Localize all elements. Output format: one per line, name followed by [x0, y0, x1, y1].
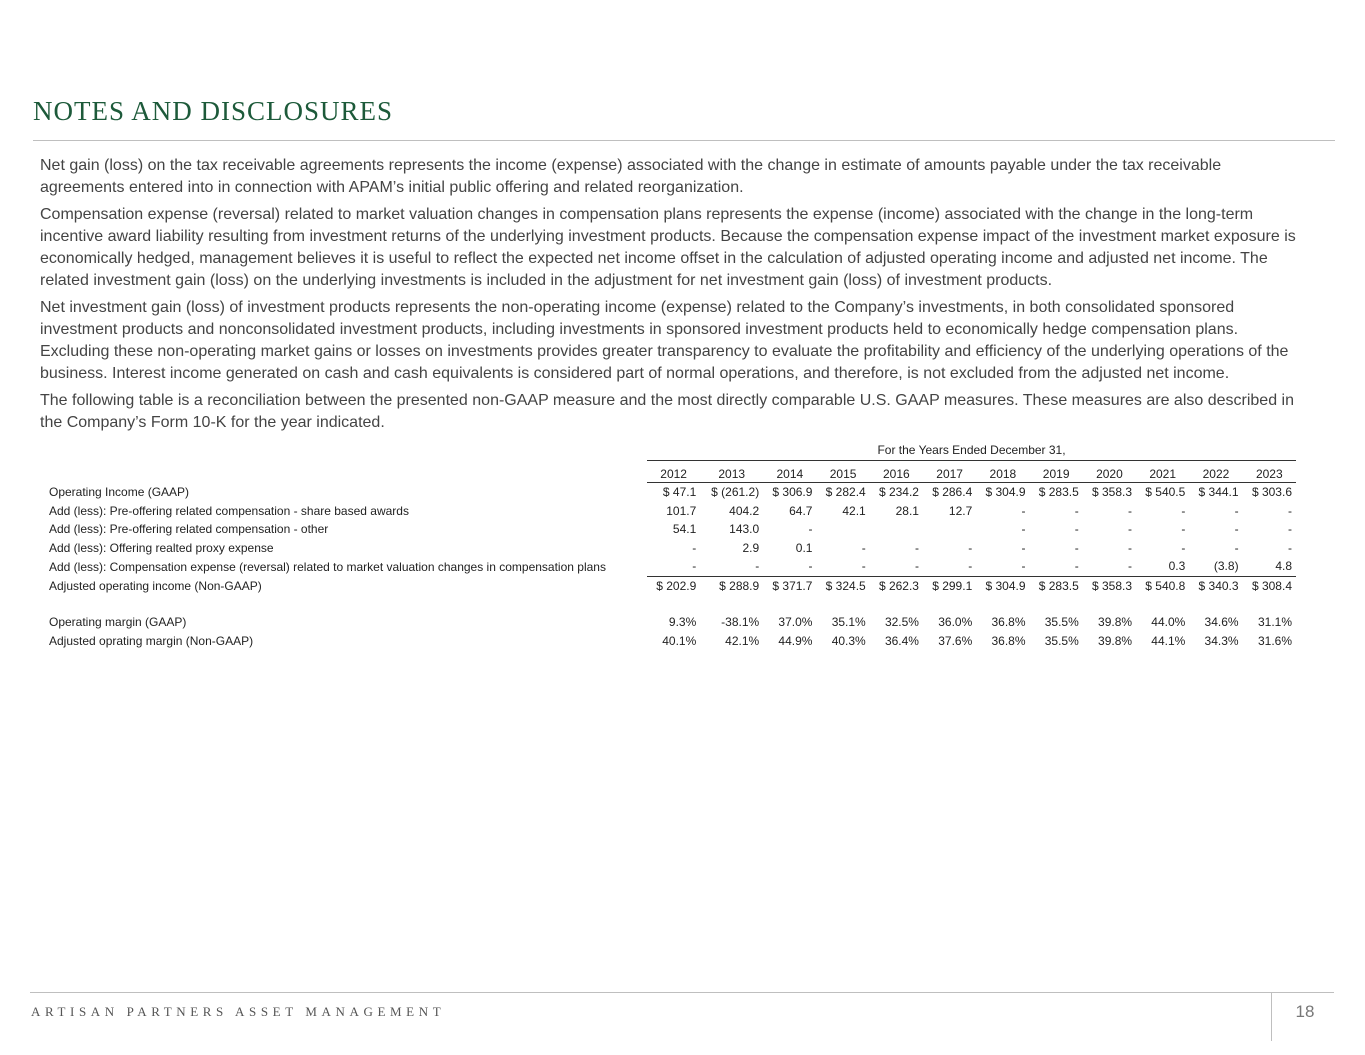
table-cell: - [1234, 540, 1239, 555]
year-header: 2012 [647, 461, 700, 483]
table-cell: - [1181, 522, 1186, 537]
table-cell: - [808, 522, 813, 537]
paragraph-reconciliation-intro: The following table is a reconciliation between the presented non-GAAP measure and the most directly comparable U.S. GAAP measures. These measures are also described in the Company’s Form 10-K for the year indicated. [40, 392, 1294, 431]
table-row-share-based-awards [44, 502, 1296, 521]
table-cell: $ 47.1 [662, 485, 697, 500]
table-cell: 42.1% [725, 633, 760, 648]
table-cell: - [1181, 503, 1186, 518]
year-header: 2019 [1030, 461, 1083, 483]
year-header: 2021 [1136, 461, 1189, 483]
year-header: 2016 [870, 461, 923, 483]
table-cell: $ (261.2) [711, 485, 760, 500]
year-header: 2023 [1243, 461, 1296, 483]
table-cell: - [1181, 540, 1186, 555]
year-header: 2020 [1083, 461, 1136, 483]
table-cell: 44.9% [778, 633, 813, 648]
table-cell: 31.6% [1257, 633, 1292, 648]
table-cell: $ 306.9 [772, 485, 813, 500]
reconciliation-table [44, 440, 1296, 650]
table-cell: - [1128, 522, 1133, 537]
table-cell: - [1288, 540, 1292, 555]
table-row-adjusted-operating-margin [44, 632, 1296, 651]
table-cell: $ 283.5 [1030, 576, 1083, 595]
table-cell: $ 288.9 [700, 576, 763, 595]
table-cell: - [1074, 522, 1079, 537]
year-header: 2015 [816, 461, 869, 483]
table-cell: - [914, 540, 919, 555]
table-cell: $ 282.4 [825, 485, 866, 500]
table-cell: 34.6% [1204, 615, 1239, 630]
table-cell: - [968, 559, 973, 574]
table-cell: 28.1 [895, 503, 919, 518]
table-row-operating-margin [44, 613, 1296, 632]
table-cell: 9.3% [668, 615, 697, 630]
year-header: 2018 [976, 461, 1029, 483]
row-label: Add (less): Pre-offering related compensation - other [49, 522, 329, 537]
table-cell: 40.1% [662, 633, 697, 648]
row-label: Adjusted oprating margin (Non-GAAP) [49, 633, 254, 648]
table-cell: $ 340.3 [1189, 576, 1242, 595]
page-number: 18 [1295, 1002, 1315, 1021]
table-cell: 2.9 [742, 540, 760, 555]
paragraph-net-investment-gain: Net investment gain (loss) of investment products represents the non-operating income (expense) related to the Company’s investments, in both consolidated sponsored investment products and nonconsolidated investment products, including investments in sponsored investment products held to economically hedge compensation plans. Excluding these non-operating market gains or losses on investments provides greater transparency to evaluate the profitability and efficiency of the underlying operations of the business. Interest income generated on cash and cash equivalents is considered part of normal operations, and therefore, is not excluded from the adjusted net income. [40, 299, 1289, 382]
row-label: Add (less): Offering realted proxy expense [49, 540, 274, 555]
table-cell: $ 308.4 [1243, 576, 1296, 595]
table-cell: - [861, 559, 866, 574]
table-cell: - [1021, 559, 1026, 574]
table-cell: 0.1 [795, 540, 813, 555]
table-cell: - [1074, 559, 1079, 574]
table-cell: 31.1% [1257, 615, 1292, 630]
table-cell: - [1128, 540, 1133, 555]
row-label: Operating margin (GAAP) [49, 615, 187, 630]
table-cell: - [692, 559, 697, 574]
table-cell: $ 234.2 [878, 485, 919, 500]
disclosure-text [40, 155, 1310, 439]
table-cell: $ 299.1 [923, 576, 976, 595]
table-cell: $ 358.3 [1083, 576, 1136, 595]
table-cell: $ 540.8 [1136, 576, 1189, 595]
table-cell: $ 286.4 [932, 485, 973, 500]
table-cell: $ 358.3 [1092, 485, 1133, 500]
page-title: NOTES AND DISCLOSURES [33, 96, 394, 126]
table-cell: (3.8) [1213, 559, 1239, 574]
table-cell: - [1021, 522, 1026, 537]
table-cell: 39.8% [1098, 615, 1133, 630]
table-cell: $ 303.6 [1251, 485, 1292, 500]
table-cell: 44.1% [1151, 633, 1186, 648]
year-header: 2013 [700, 461, 763, 483]
year-header-spacer [44, 461, 647, 483]
table-cell: 64.7 [789, 503, 813, 518]
table-cell: $ 202.9 [647, 576, 700, 595]
table-cell: - [808, 559, 813, 574]
table-cell: 32.5% [884, 615, 919, 630]
table-row-compensation-other [44, 520, 1296, 539]
table-cell: 36.0% [938, 615, 973, 630]
table-cell: - [1021, 503, 1026, 518]
table-cell [870, 520, 923, 539]
row-label: Operating Income (GAAP) [49, 485, 190, 499]
table-cell: 36.8% [991, 615, 1026, 630]
table-cell: 404.2 [729, 503, 760, 518]
table-cell: 4.8 [1275, 559, 1292, 574]
row-label: Adjusted operating income (Non-GAAP) [49, 578, 262, 593]
table-row-adjusted-operating-income [44, 576, 1296, 595]
table-cell: $ 540.5 [1145, 485, 1186, 500]
table-year-header-row [44, 461, 1296, 483]
table-row-operating-income [44, 483, 1296, 502]
table-cell: $ 262.3 [870, 576, 923, 595]
table-cell: 37.6% [938, 633, 973, 648]
table-cell: -38.1% [721, 615, 760, 630]
table-spacer-row [44, 595, 1296, 613]
table-cell [923, 520, 976, 539]
table-cell: $ 324.5 [816, 576, 869, 595]
table-cell: - [755, 559, 760, 574]
table-cell: 0.3 [1168, 559, 1186, 574]
table-row-proxy-expense [44, 539, 1296, 558]
table-cell: - [1288, 503, 1292, 518]
table-cell: 34.3% [1204, 633, 1239, 648]
table-cell: - [914, 559, 919, 574]
table-cell: 35.1% [831, 615, 866, 630]
table-cell: 36.8% [991, 633, 1026, 648]
table-cell: 37.0% [778, 615, 813, 630]
table-cell: - [1288, 522, 1292, 537]
table-cell: 42.1 [842, 503, 866, 518]
reconciliation-table-container [44, 440, 1296, 650]
spacer-cell [44, 595, 1296, 613]
table-cell: 39.8% [1098, 633, 1133, 648]
table-cell: $ 371.7 [763, 576, 816, 595]
year-header: 2017 [923, 461, 976, 483]
table-cell [816, 520, 869, 539]
table-cell: 35.5% [1044, 615, 1079, 630]
table-cell: 54.1 [672, 522, 697, 537]
year-header: 2014 [763, 461, 816, 483]
years-ended-header: For the Years Ended December 31, [647, 440, 1296, 461]
paragraph-tax-receivable: Net gain (loss) on the tax receivable agreements represents the income (expense) associated with the change in estimate of amounts payable under the tax receivable agreements entered into in connection with APAM’s initial public offering and related reorganization. [40, 157, 1222, 196]
header-spacer [44, 440, 647, 461]
row-label: Add (less): Compensation expense (reversal) related to market valuation changes in compensation plans [49, 559, 606, 574]
table-cell: - [1074, 540, 1079, 555]
table-cell: - [692, 540, 697, 555]
title-divider [33, 140, 1335, 141]
year-header: 2022 [1189, 461, 1242, 483]
footer-divider [30, 992, 1334, 993]
table-cell: $ 283.5 [1038, 485, 1079, 500]
footer-brand-name: ARTISAN PARTNERS ASSET MANAGEMENT [31, 1004, 446, 1019]
table-row-market-valuation-comp [44, 557, 1296, 576]
row-label: Add (less): Pre-offering related compensation - share based awards [49, 503, 409, 518]
table-cell: 101.7 [666, 503, 697, 518]
table-cell: 143.0 [729, 522, 760, 537]
table-cell: - [1234, 503, 1239, 518]
footer-page-separator [1271, 993, 1272, 1041]
table-cell: - [1234, 522, 1239, 537]
table-cell: 44.0% [1151, 615, 1186, 630]
table-cell: - [1021, 540, 1026, 555]
table-cell: - [1128, 559, 1133, 574]
table-cell: $ 304.9 [985, 485, 1026, 500]
table-cell: - [1128, 503, 1133, 518]
paragraph-compensation-expense: Compensation expense (reversal) related to market valuation changes in compensation plans represents the expense (income) associated with the change in the long-term incentive award liability resulting from investment returns of the underlying investment products. Because the compensation expense impact of the investment market exposure is economically hedged, management believes it is useful to reflect the expected net income offset in the calculation of adjusted operating income and adjusted net income. The related investment gain (loss) on the underlying investments is included in the adjustment for net investment gain (loss) of investment products. [40, 206, 1296, 289]
table-cell: 36.4% [884, 633, 919, 648]
table-cell: 35.5% [1044, 633, 1079, 648]
table-cell: 40.3% [831, 633, 866, 648]
table-cell: $ 344.1 [1198, 485, 1239, 500]
table-super-header-row [44, 440, 1296, 461]
table-cell: $ 304.9 [976, 576, 1029, 595]
table-cell: 12.7 [948, 503, 973, 518]
table-cell: - [1074, 503, 1079, 518]
table-cell: - [861, 540, 866, 555]
table-cell: - [968, 540, 973, 555]
